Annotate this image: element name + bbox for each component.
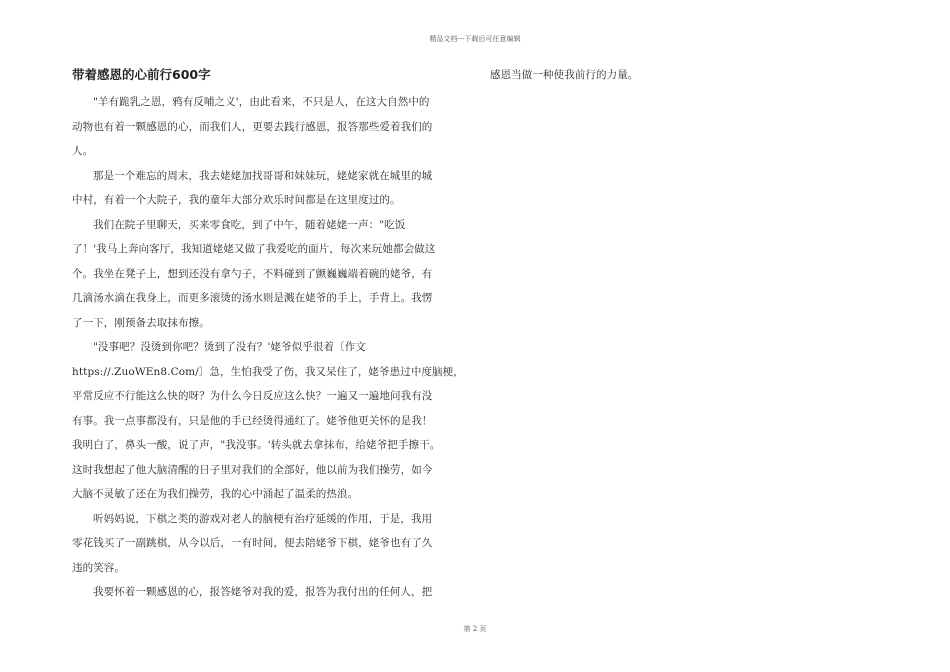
text-line: https://.ZuoWEn8.Com/〕急，生怕我受了伤，我又呆住了，姥爷患过中度脑梗， (72, 365, 464, 378)
text-line: 个。我坐在凳子上，想到还没有拿勺子，不料碰到了颤巍巍端着碗的姥爷，有 (72, 267, 433, 280)
text-line: "羊有跪乳之恩，鸦有反哺之义'，由此看来，不只是人，在这大自然中的 (93, 96, 430, 108)
left-column-text (72, 90, 467, 605)
text-line: 有事。我一点事都没有，只是他的手已经烫得通红了。姥爷他更关怀的是我！ (72, 414, 433, 427)
text-line: 中村，有着一个大院子，我的童年大部分欢乐时间都是在这里度过的。 (72, 194, 401, 206)
text-line: 那是一个难忘的周末，我去姥姥加找哥哥和妹妹玩，姥姥家就在城里的城 (93, 169, 433, 182)
text-line: 感恩当做一种使我前行的力量。 (490, 69, 639, 81)
text-line: 大脑不灵敏了还在为我们操劳，我的心中涌起了温柔的热浪。 (72, 488, 359, 500)
text-line: 人。 (72, 145, 94, 157)
article-title: 带着感恩的心前行600字 (72, 67, 211, 82)
text-line: 几滴汤水滴在我身上，而更多滚烫的汤水则是溅在姥爷的手上，手背上。我愣 (72, 292, 433, 304)
text-line: 了一下，刚预备去取抹布擦。 (72, 316, 210, 329)
text-line: 我们在院子里聊天，买来零食吃，到了中午，随着姥姥一声："吃饭 (93, 218, 406, 231)
text-line: 平常反应不行能这么快的呀？为什么今日反应这么快？一遍又一遍地问我有没 (72, 390, 433, 402)
page-header: 精品文档---下载后可任意编辑 (429, 35, 521, 43)
text-line: 动物也有着一颗感恩的心，而我们人，更要去践行感恩，报答那些爱着我们的 (72, 120, 433, 133)
text-line: "没事吧？没烫到你吧？烫到了没有？'姥爷似乎很着〔作文 (93, 341, 366, 353)
right-column-text (490, 64, 870, 86)
text-line: 这时我想起了他大脑清醒的日子里对我们的全部好，他以前为我们操劳，如今 (72, 463, 433, 476)
text-line: 我明白了，鼻头一酸，说了声，"我没事。'转头就去拿抹布，给姥爷把手擦干。 (72, 439, 441, 451)
left-column (72, 64, 467, 605)
page-footer: 第 2 页 (463, 625, 487, 633)
text-line: 我要怀着一颗感恩的心，报答姥爷对我的爱，报答为我付出的任何人，把 (93, 586, 433, 598)
text-line: 违的笑容。 (72, 561, 125, 574)
right-column (490, 64, 870, 86)
text-line: 零花钱买了一副跳棋，从今以后，一有时间，便去陪姥爷下棋，姥爷也有了久 (72, 537, 433, 549)
text-line: 听妈妈说，下棋之类的游戏对老人的脑梗有治疗延缓的作用，于是，我用 (93, 512, 433, 525)
text-line: 了！'我马上奔向客厅，我知道姥姥又做了我爱吃的面片，每次来玩她都会做这 (72, 243, 436, 255)
